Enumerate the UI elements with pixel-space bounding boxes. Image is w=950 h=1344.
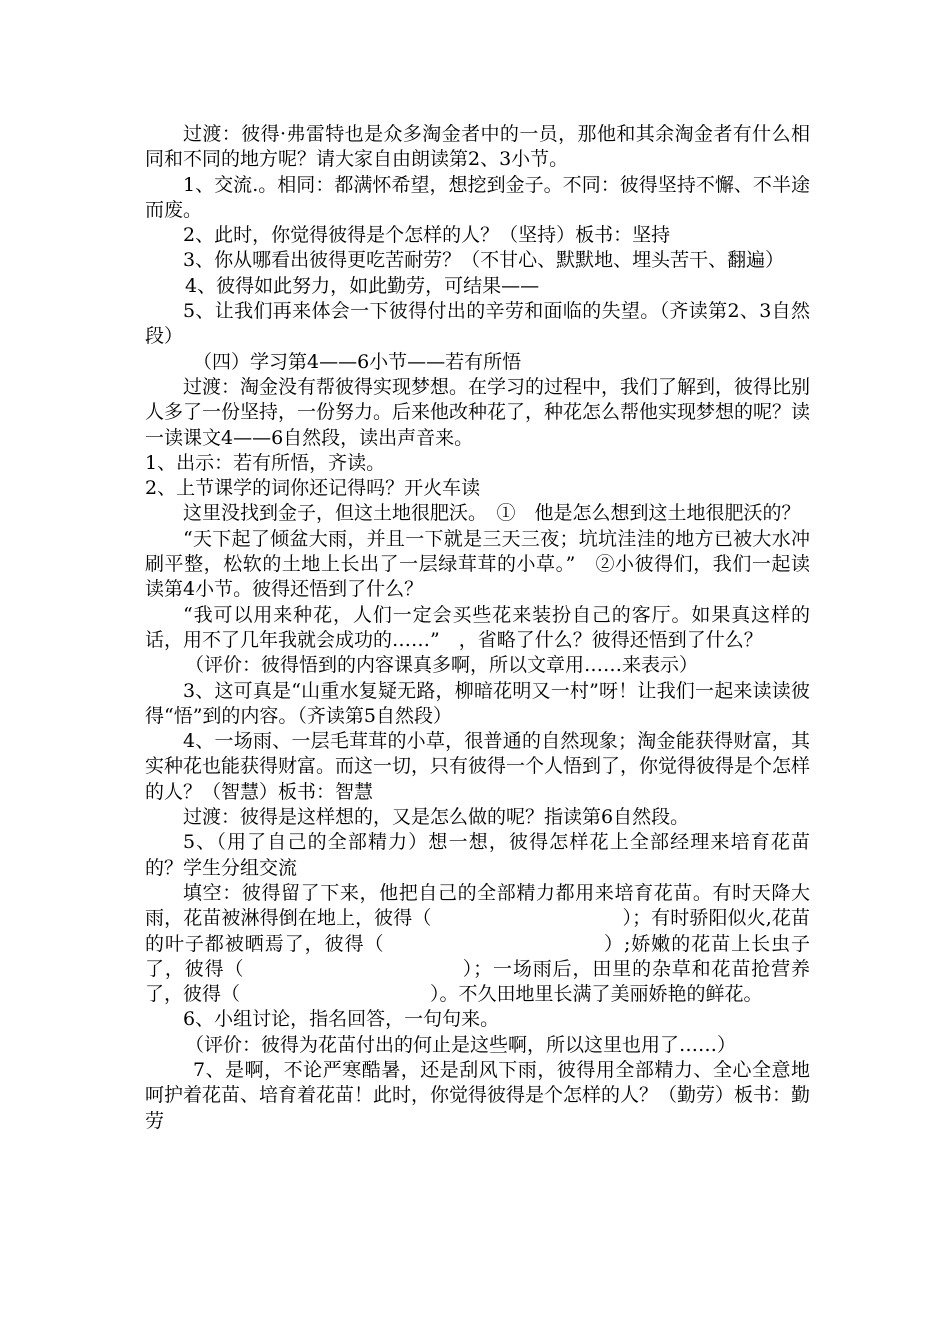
paragraph: 5、让我们再来体会一下彼得付出的辛劳和面临的失望。（齐读第2、3自然段） xyxy=(145,300,810,348)
paragraph: “我可以用来种花，人们一定会买些花来装扮自己的客厅。如果真这样的话，用不了几年我就会成功的……” ，省略了什么？彼得还悟到了什么？ xyxy=(145,603,810,651)
paragraph: （评价：彼得悟到的内容课真多啊，所以文章用……来表示） xyxy=(185,654,699,677)
paragraph: 3、这可真是“山重水复疑无路，柳暗花明又一村”呀！让我们一起来读读彼得“悟”到的内容。（齐读第5自然段） xyxy=(145,679,810,727)
paragraph: 4、彼得如此努力，如此勤劳，可结果—— xyxy=(185,274,540,297)
paragraph: 填空：彼得留了下来，他把自己的全部精力都用来培育花苗。有时天降大雨，花苗被淋得倒在地上，彼得（ ）；有时骄阳似火,花苗的叶子都被晒焉了，彼得（ ）;娇嫩的花苗上长虫子了，彼得（ ）；一场雨后，田里的杂草和花苗抢营养了，彼得（ ）。不久田地里长满了美丽娇艳的鲜花。 xyxy=(145,881,810,1006)
paragraph: （四）学习第4——6小节——若有所悟 xyxy=(193,350,522,373)
paragraph: 4、一场雨、一层毛茸茸的小草，很普通的自然现象；淘金能获得财富，其实种花也能获得财富。而这一切，只有彼得一个人悟到了，你觉得彼得是个怎样的人？（智慧）板书：智慧 xyxy=(145,730,811,803)
paragraph: 5、（用了自己的全部精力）想一想，彼得怎样花上全部经理来培育花苗的？学生分组交流 xyxy=(145,831,810,879)
paragraph: 2、上节课学的词你还记得吗？开火车读 xyxy=(145,477,481,500)
paragraph: 过渡：彼得是这样想的，又是怎么做的呢？指读第6自然段。 xyxy=(183,806,690,829)
paragraph: 过渡：淘金没有帮彼得实现梦想。在学习的过程中，我们了解到，彼得比别人多了一份坚持，一份努力。后来他改种花了，种花怎么帮他实现梦想的呢？读一读课文4——6自然段，读出声音来。 xyxy=(145,375,811,449)
paragraph: “天下起了倾盆大雨，并且一下就是三天三夜；坑坑洼洼的地方已被大水冲刷平整，松软的土地上长出了一层绿茸茸的小草。” ②小彼得们，我们一起读读第4小节。彼得还悟到了什么？ xyxy=(145,527,810,601)
document-body xyxy=(145,122,810,1134)
paragraph: 过渡：彼得·弗雷特也是众多淘金者中的一员，那他和其余淘金者有什么相同和不同的地方呢？请大家自由朗读第2、3小节。 xyxy=(145,123,810,171)
paragraph: （评价：彼得为花苗付出的何止是这些啊，所以这里也用了……） xyxy=(185,1033,737,1056)
paragraph: 这里没找到金子，但这土地很肥沃。 ① 他是怎么想到这土地很肥沃的？ xyxy=(183,502,801,525)
paragraph: 1、交流.。相同：都满怀希望，想挖到金子。不同：彼得坚持不懈、不半途而废。 xyxy=(145,173,810,221)
paragraph: 6、小组讨论，指名回答，一句句来。 xyxy=(183,1008,500,1031)
paragraph: 3、你从哪看出彼得更吃苦耐劳？（不甘心、默默地、埋头苦干、翻遍） xyxy=(183,249,785,272)
paragraph: 1、出示：若有所悟，齐读。 xyxy=(145,451,386,474)
paragraph: 2、此时，你觉得彼得是个怎样的人？（坚持）板书：坚持 xyxy=(183,224,671,247)
paragraph: 7、是啊，不论严寒酷暑，还是刮风下雨，彼得用全部精力、全心全意地呵护着花苗、培育着花苗！此时，你觉得彼得是个怎样的人？（勤劳）板书：勤劳 xyxy=(145,1058,811,1132)
